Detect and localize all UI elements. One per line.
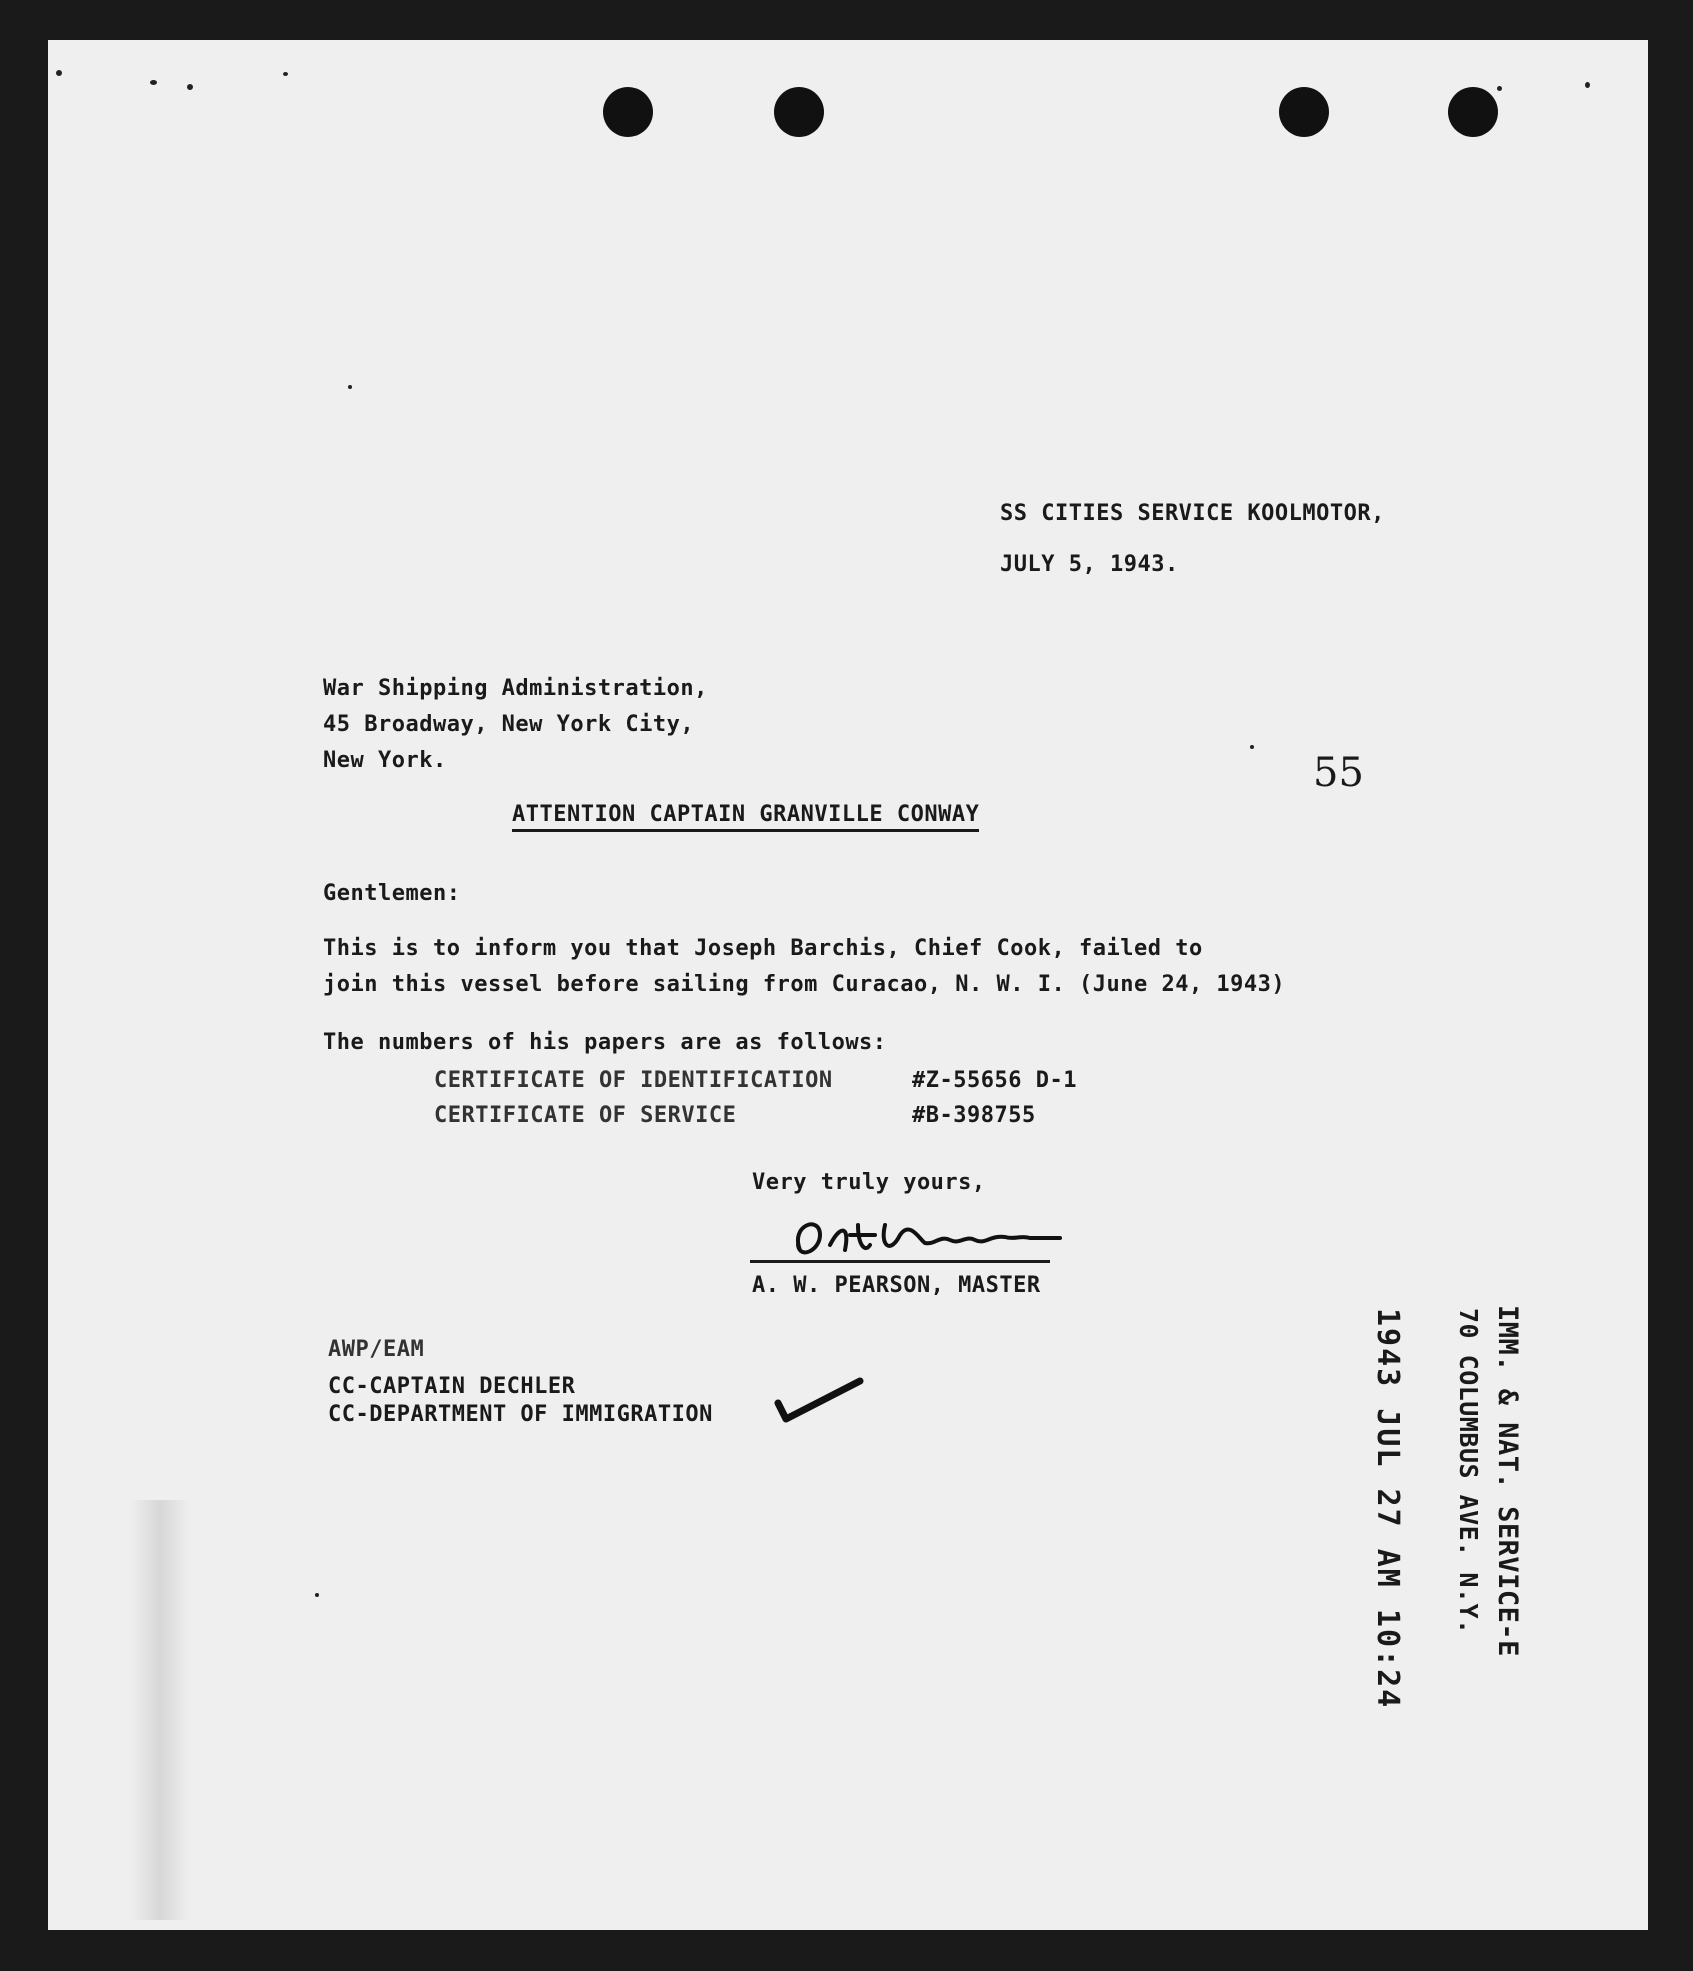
dust-speck [283, 72, 288, 76]
recipient-name: War Shipping Administration, [323, 676, 708, 701]
letter-date: JULY 5, 1943. [1000, 552, 1179, 577]
paper-number: #Z-55656 D-1 [912, 1068, 1077, 1093]
body-line: This is to inform you that Joseph Barchis, Chief Cook, failed to [323, 936, 1203, 961]
paper-name: CERTIFICATE OF IDENTIFICATION [434, 1068, 833, 1093]
dust-speck [150, 80, 157, 85]
received-stamp-address: 70 COLUMBUS AVE. N.Y. [1454, 1308, 1483, 1635]
punch-hole [774, 87, 824, 137]
punch-hole [1279, 87, 1329, 137]
received-stamp-date: 1943 JUL 27 AM 10:24 [1370, 1308, 1405, 1710]
dust-speck [315, 1593, 319, 1597]
scan-shadow [130, 1500, 190, 1920]
handwritten-signature [750, 1205, 1150, 1275]
dust-speck [56, 70, 62, 76]
received-stamp-office: IMM. & NAT. SERVICE-E [1492, 1305, 1523, 1657]
attention-line: ATTENTION CAPTAIN GRANVILLE CONWAY [512, 802, 979, 832]
valediction: Very truly yours, [752, 1170, 986, 1195]
dust-speck [1250, 745, 1254, 749]
body-line: join this vessel before sailing from Curacao, N. W. I. (June 24, 1943) [323, 972, 1286, 997]
punch-hole [1448, 87, 1498, 137]
check-mark-icon [772, 1375, 867, 1427]
initials: AWP/EAM [328, 1337, 425, 1362]
dust-speck [348, 385, 352, 389]
carbon-copy: CC-DEPARTMENT OF IMMIGRATION [328, 1402, 713, 1427]
dust-speck [1497, 86, 1502, 91]
paper-number: #B-398755 [912, 1103, 1036, 1128]
signatory: A. W. PEARSON, MASTER [752, 1273, 1041, 1298]
signature-rule [750, 1260, 1050, 1263]
page-number: 55 [1313, 750, 1364, 796]
paper-name: CERTIFICATE OF SERVICE [434, 1103, 737, 1128]
carbon-copy: CC-CAPTAIN DECHLER [328, 1374, 576, 1399]
papers-intro: The numbers of his papers are as follows: [323, 1030, 887, 1055]
recipient-street: 45 Broadway, New York City, [323, 712, 695, 737]
vessel-name: SS CITIES SERVICE KOOLMOTOR, [1000, 501, 1385, 526]
salutation: Gentlemen: [323, 881, 461, 906]
punch-hole [603, 87, 653, 137]
dust-speck [1585, 82, 1590, 88]
recipient-city: New York. [323, 748, 447, 773]
dust-speck [187, 84, 193, 90]
